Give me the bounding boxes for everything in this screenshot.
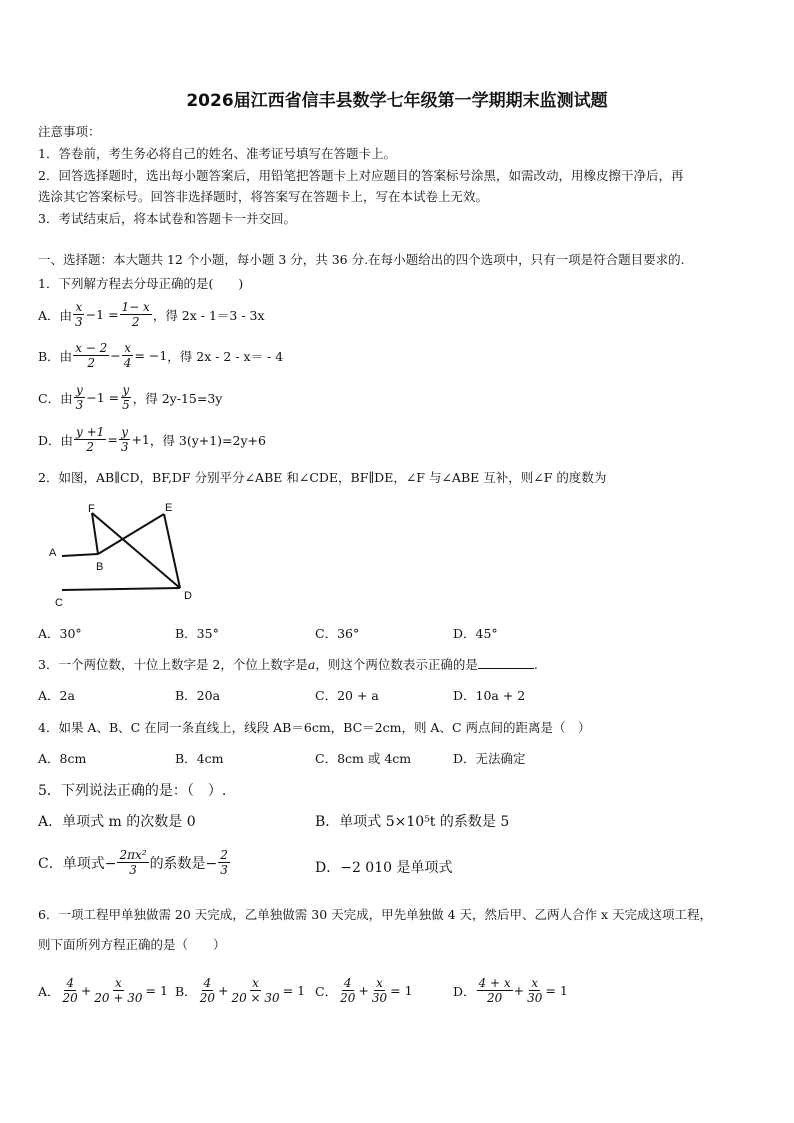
math-text: = 1 [282,983,306,998]
question-3-option-b[interactable]: B．20a [175,688,221,703]
fraction: $\frac{2}{3}$ [220,848,228,877]
fraction: $\frac{1- x}{2}$ [121,300,150,329]
question-5-option-a[interactable]: A．单项式 m 的次数是 0 [38,814,196,830]
fraction: $\frac{4}{20}$ [62,976,78,1005]
label-c: C [55,597,63,609]
fraction: $\frac{x}{30}$ [371,976,388,1005]
math-text: = 1 [545,983,568,998]
math-var: a [307,657,316,672]
question-1-option-d[interactable] [38,425,266,454]
fraction: $\frac{x}{20 + 30}$ [94,976,143,1005]
fraction: $\frac{y}{5}$ [122,383,130,412]
label-d: D [184,590,192,602]
question-5-stem: 5．下列说法正确的是：（ ）. [38,783,227,799]
notice-item: 1．答卷前，考生务必将自己的姓名、准考证号填写在答题卡上。 [38,146,396,161]
math-text: −1 = [86,390,120,405]
question-5-option-b[interactable]: B．单项式 5×10⁵t 的系数是 5 [315,814,510,830]
math-text: = [107,432,118,447]
answer-blank[interactable] [478,656,534,669]
section-heading: 一、选择题：本大题共 12 个小题，每小题 3 分，共 36 分.在每小题给出的四个选项中，只有一项是符合题目要求的. [38,252,685,267]
question-2-option-d[interactable]: D．45° [453,626,498,641]
math-text: − [110,348,121,363]
question-4-option-c[interactable]: C．8cm 或 4cm [315,751,412,766]
question-1-stem: 1．下列解方程去分母正确的是( ) [38,276,244,291]
math-text: = 1 [390,983,413,998]
label-b: B [96,561,104,573]
fraction: $\frac{x}{4}$ [123,341,132,370]
label-f: F [88,503,95,515]
fraction: $\frac{y}{3}$ [75,383,84,412]
fraction: $\frac{y +1}{2}$ [76,425,105,454]
plus-sign: + [217,983,229,998]
math-text: −1 = [85,307,119,322]
segment-cd [62,588,180,590]
math-text: = −1 [134,348,168,363]
question-3-option-c[interactable]: C．20 + a [315,688,379,703]
geometry-figure [40,498,210,613]
question-6-option-a[interactable] [38,976,168,1005]
page-title: 2026届江西省信丰县数学七年级第一学期期末监测试题 [186,91,608,111]
question-4-option-d[interactable]: D．无法确定 [453,751,526,766]
question-5-option-d[interactable]: D．−2 010 是单项式 [315,860,453,876]
option-label: A． [38,983,60,999]
stem-text: 3．一个两位数，十位上数字是 2，个位上数字是 [38,657,308,672]
option-prefix: A．由 [38,307,73,323]
question-4-option-b[interactable]: B．4cm [175,751,224,766]
question-6-option-d[interactable] [453,976,568,1005]
notice-item: 选涂其它答案标号。回答非选择题时，将答案写在答题卡上，写在本试卷上无效。 [38,189,489,204]
option-label: B． [175,983,197,999]
question-2-option-c[interactable]: C．36° [315,626,360,641]
notice-item: 2．回答选择题时，选出每小题答案后，用铅笔把答题卡上对应题目的答案标号涂黑，如需改动，用橡皮擦干净后，再 [38,168,684,183]
segment-bf [92,513,98,554]
question-2-option-a[interactable]: A．30° [38,626,82,641]
option-text: ，得 2x - 2 - x＝ - 4 [167,348,284,364]
plus-sign: + [80,983,92,998]
stem-text: . [533,657,538,672]
fraction: $\frac{x - 2}{2}$ [75,341,108,370]
question-2-stem: 2．如图，AB∥CD，BF,DF 分别平分∠ABE 和∠CDE，BF∥DE，∠F 与∠ABE 互补，则∠F 的度数为 [38,470,607,485]
notice-heading: 注意事项： [38,124,101,139]
fraction: $\frac{4}{20}$ [340,976,356,1005]
question-6-option-c[interactable] [315,976,413,1005]
question-3-stem [38,655,538,673]
question-4-stem: 4．如果 A、B、C 在同一条直线上，线段 AB＝6cm，BC＝2cm，则 A、C 两点间的距离是（ ） [38,720,591,735]
segment-ab [62,554,98,556]
question-6-stem: 6．一项工程甲单独做需 20 天完成，乙单独做需 30 天完成，甲先单独做 4 天，然后甲、乙两人合作 x 天完成这项工程， [38,907,713,922]
fraction: $\frac{\text{2πx²}}{3}$ [119,848,147,877]
question-1-option-b[interactable] [38,341,283,370]
option-prefix: B．由 [38,348,73,364]
math-text: = 1 [145,983,168,998]
question-6-option-b[interactable] [175,976,305,1005]
option-text: ，得 2x - 1＝3 - 3x [152,307,265,323]
plus-sign: + [358,983,369,998]
label-a: A [49,547,57,559]
label-e: E [165,502,173,514]
fraction: $\frac{y}{3}$ [120,425,129,454]
question-2-option-b[interactable]: B．35° [175,626,219,641]
question-6-stem-cont: 则下面所列方程正确的是（ ） [38,937,226,952]
option-text: ，得 3(y+1)=2y+6 [149,432,266,448]
notice-item: 3．考试结束后，将本试卷和答题卡一并交回。 [38,211,296,226]
option-text: 的系数是− [149,855,218,872]
question-1-option-c[interactable] [38,383,222,412]
fraction: $\frac{x}{20 \times 30}$ [231,976,280,1005]
plus-sign: + [513,983,525,998]
question-1-option-a[interactable] [38,300,265,329]
question-3-option-d[interactable]: D．10a + 2 [453,688,526,703]
option-prefix: D．由 [38,432,74,448]
question-3-option-a[interactable]: A．2a [38,688,75,703]
segment-be [98,514,164,554]
fraction: $\frac{x}{30}$ [527,976,543,1005]
fraction: $\frac{4}{20}$ [199,976,215,1005]
option-text: ，得 2y-15=3y [132,390,223,406]
question-4-option-a[interactable]: A．8cm [38,751,87,766]
option-prefix: C．由 [38,390,73,406]
fraction: $\frac{4 + x}{20}$ [478,976,511,1005]
option-label: D． [453,983,476,999]
option-label: C． [315,983,338,999]
fraction: $\frac{x}{3}$ [75,300,83,329]
question-5-option-c[interactable] [38,848,231,877]
option-text: C．单项式− [38,855,117,872]
math-text: +1 [131,432,150,447]
stem-text: ，则这个两位数表示正确的是 [315,657,478,672]
